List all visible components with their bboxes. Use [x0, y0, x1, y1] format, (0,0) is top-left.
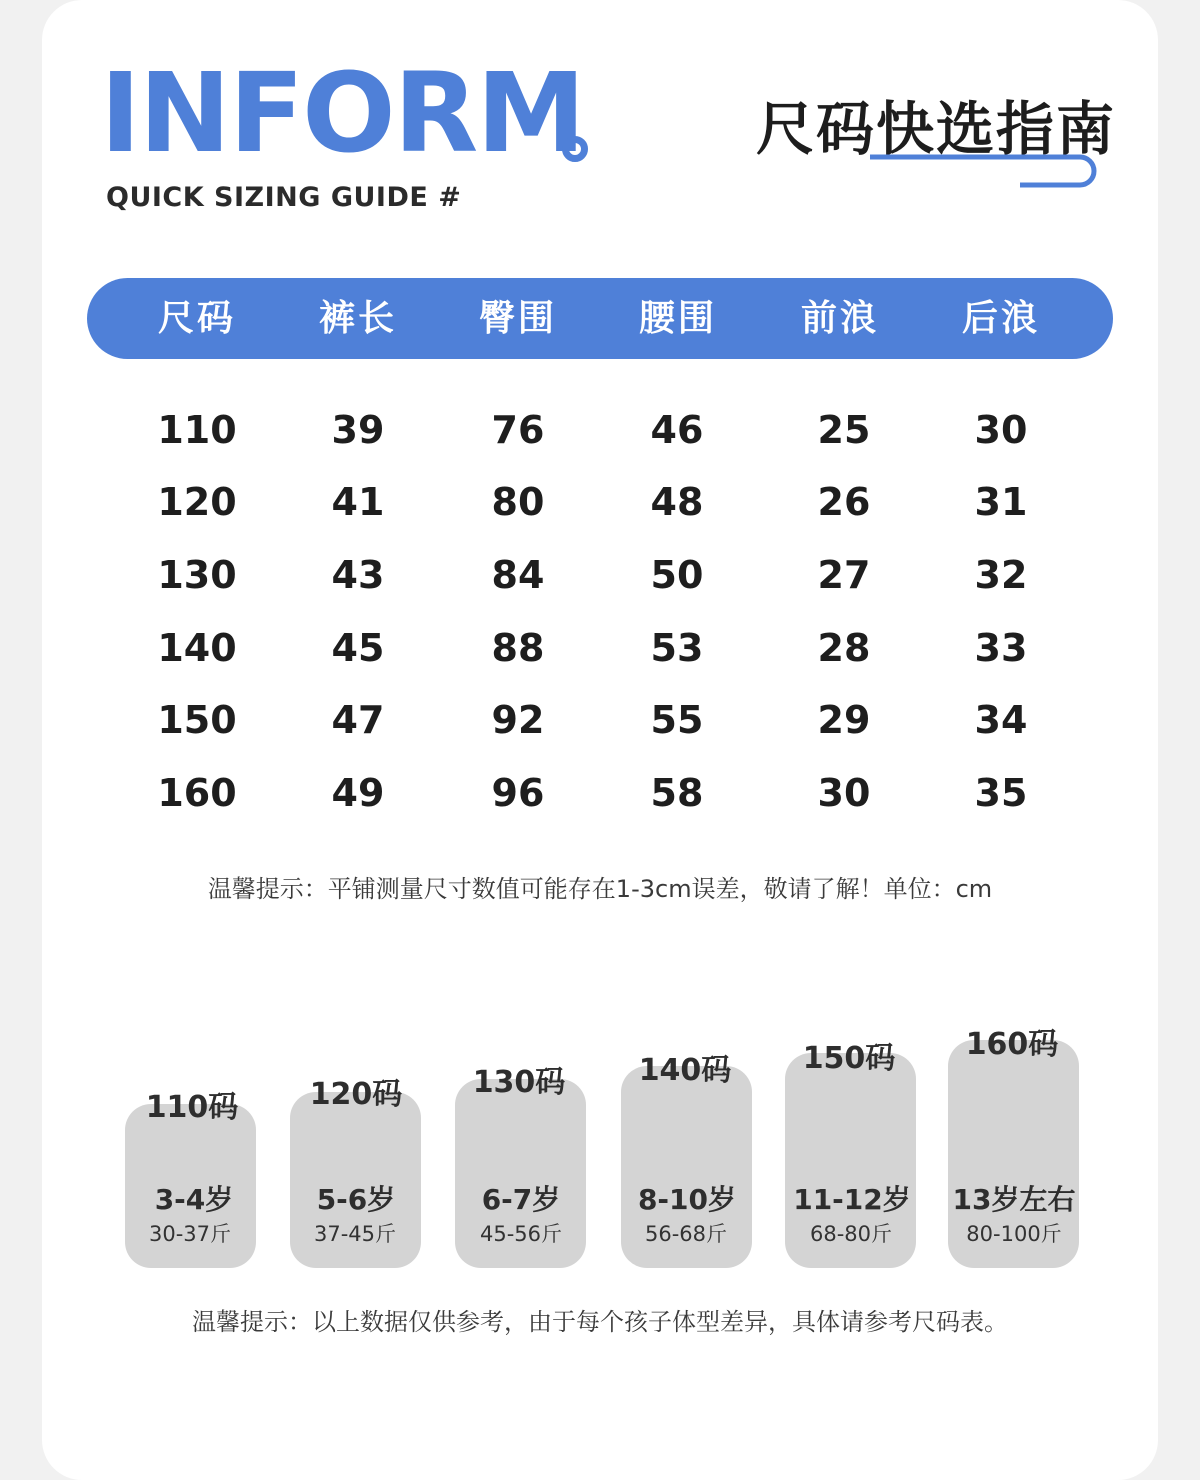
cell-front-rise: 30 — [817, 771, 871, 815]
cell-waist: 50 — [650, 553, 704, 597]
size-age: 6-7岁 — [481, 1183, 561, 1216]
cell-waist: 55 — [650, 698, 704, 742]
title-en: INFORM — [100, 49, 584, 177]
table-row — [0, 690, 1200, 750]
size-weight: 68-80斤 — [809, 1222, 893, 1246]
table-row — [0, 618, 1200, 678]
size-age: 3-4岁 — [154, 1183, 234, 1216]
cell-front-rise: 29 — [817, 698, 871, 742]
cell-length: 41 — [331, 480, 385, 524]
size-weight: 80-100斤 — [966, 1222, 1062, 1246]
cell-back-rise: 30 — [974, 408, 1028, 452]
cell-hip: 80 — [491, 480, 545, 524]
cell-size: 130 — [157, 553, 237, 597]
cell-front-rise: 28 — [817, 626, 871, 670]
title-dot-icon — [562, 136, 588, 162]
table-row — [0, 763, 1200, 823]
cell-size: 110 — [157, 408, 237, 452]
table-row — [0, 400, 1200, 460]
size-age: 13岁左右 — [952, 1183, 1076, 1216]
cell-front-rise: 26 — [817, 480, 871, 524]
cell-waist: 53 — [650, 626, 704, 670]
title-cn: 尺码快选指南 — [756, 95, 1117, 163]
cell-back-rise: 34 — [974, 698, 1028, 742]
cell-hip: 76 — [491, 408, 545, 452]
cell-back-rise: 32 — [974, 553, 1028, 597]
cell-hip: 88 — [491, 626, 545, 670]
size-code: 120码 — [309, 1077, 403, 1112]
header-back-rise: 后浪 — [961, 298, 1040, 339]
cell-length: 47 — [331, 698, 385, 742]
cell-length: 43 — [331, 553, 385, 597]
header-size: 尺码 — [157, 298, 236, 339]
header-length: 裤长 — [318, 298, 397, 339]
size-age: 8-10岁 — [637, 1183, 737, 1216]
cell-front-rise: 27 — [817, 553, 871, 597]
cell-size: 160 — [157, 771, 237, 815]
size-weight: 45-56斤 — [479, 1222, 563, 1246]
cell-waist: 48 — [650, 480, 704, 524]
header-waist: 腰围 — [638, 298, 717, 339]
size-age: 5-6岁 — [316, 1183, 396, 1216]
size-code: 110码 — [145, 1090, 239, 1125]
table-row — [0, 472, 1200, 532]
bottom-note: 温馨提示：以上数据仅供参考，由于每个孩子体型差异，具体请参考尺码表。 — [192, 1308, 1008, 1336]
cell-back-rise: 31 — [974, 480, 1028, 524]
cell-back-rise: 33 — [974, 626, 1028, 670]
size-weight: 30-37斤 — [148, 1222, 232, 1246]
cell-size: 140 — [157, 626, 237, 670]
cell-size: 120 — [157, 480, 237, 524]
size-code: 130码 — [472, 1065, 566, 1100]
underline-decoration-icon — [870, 153, 1100, 189]
size-code: 160码 — [965, 1027, 1059, 1062]
subtitle-en: QUICK SIZING GUIDE # — [106, 182, 462, 213]
cell-waist: 46 — [650, 408, 704, 452]
cell-length: 45 — [331, 626, 385, 670]
cell-front-rise: 25 — [817, 408, 871, 452]
cell-waist: 58 — [650, 771, 704, 815]
table-row — [0, 545, 1200, 605]
table-note: 温馨提示：平铺测量尺寸数值可能存在1-3cm误差，敬请了解！单位：cm — [207, 875, 993, 903]
cell-length: 49 — [331, 771, 385, 815]
header-front-rise: 前浪 — [800, 298, 879, 339]
size-code: 140码 — [638, 1053, 732, 1088]
table-header — [87, 278, 1113, 359]
cell-length: 39 — [331, 408, 385, 452]
size-weight: 37-45斤 — [313, 1222, 397, 1246]
cell-hip: 84 — [491, 553, 545, 597]
size-code: 150码 — [802, 1041, 896, 1076]
size-weight: 56-68斤 — [644, 1222, 728, 1246]
header-hip: 臀围 — [478, 298, 557, 339]
cell-hip: 92 — [491, 698, 545, 742]
cell-size: 150 — [157, 698, 237, 742]
cell-back-rise: 35 — [974, 771, 1028, 815]
size-age: 11-12岁 — [793, 1183, 911, 1216]
cell-hip: 96 — [491, 771, 545, 815]
